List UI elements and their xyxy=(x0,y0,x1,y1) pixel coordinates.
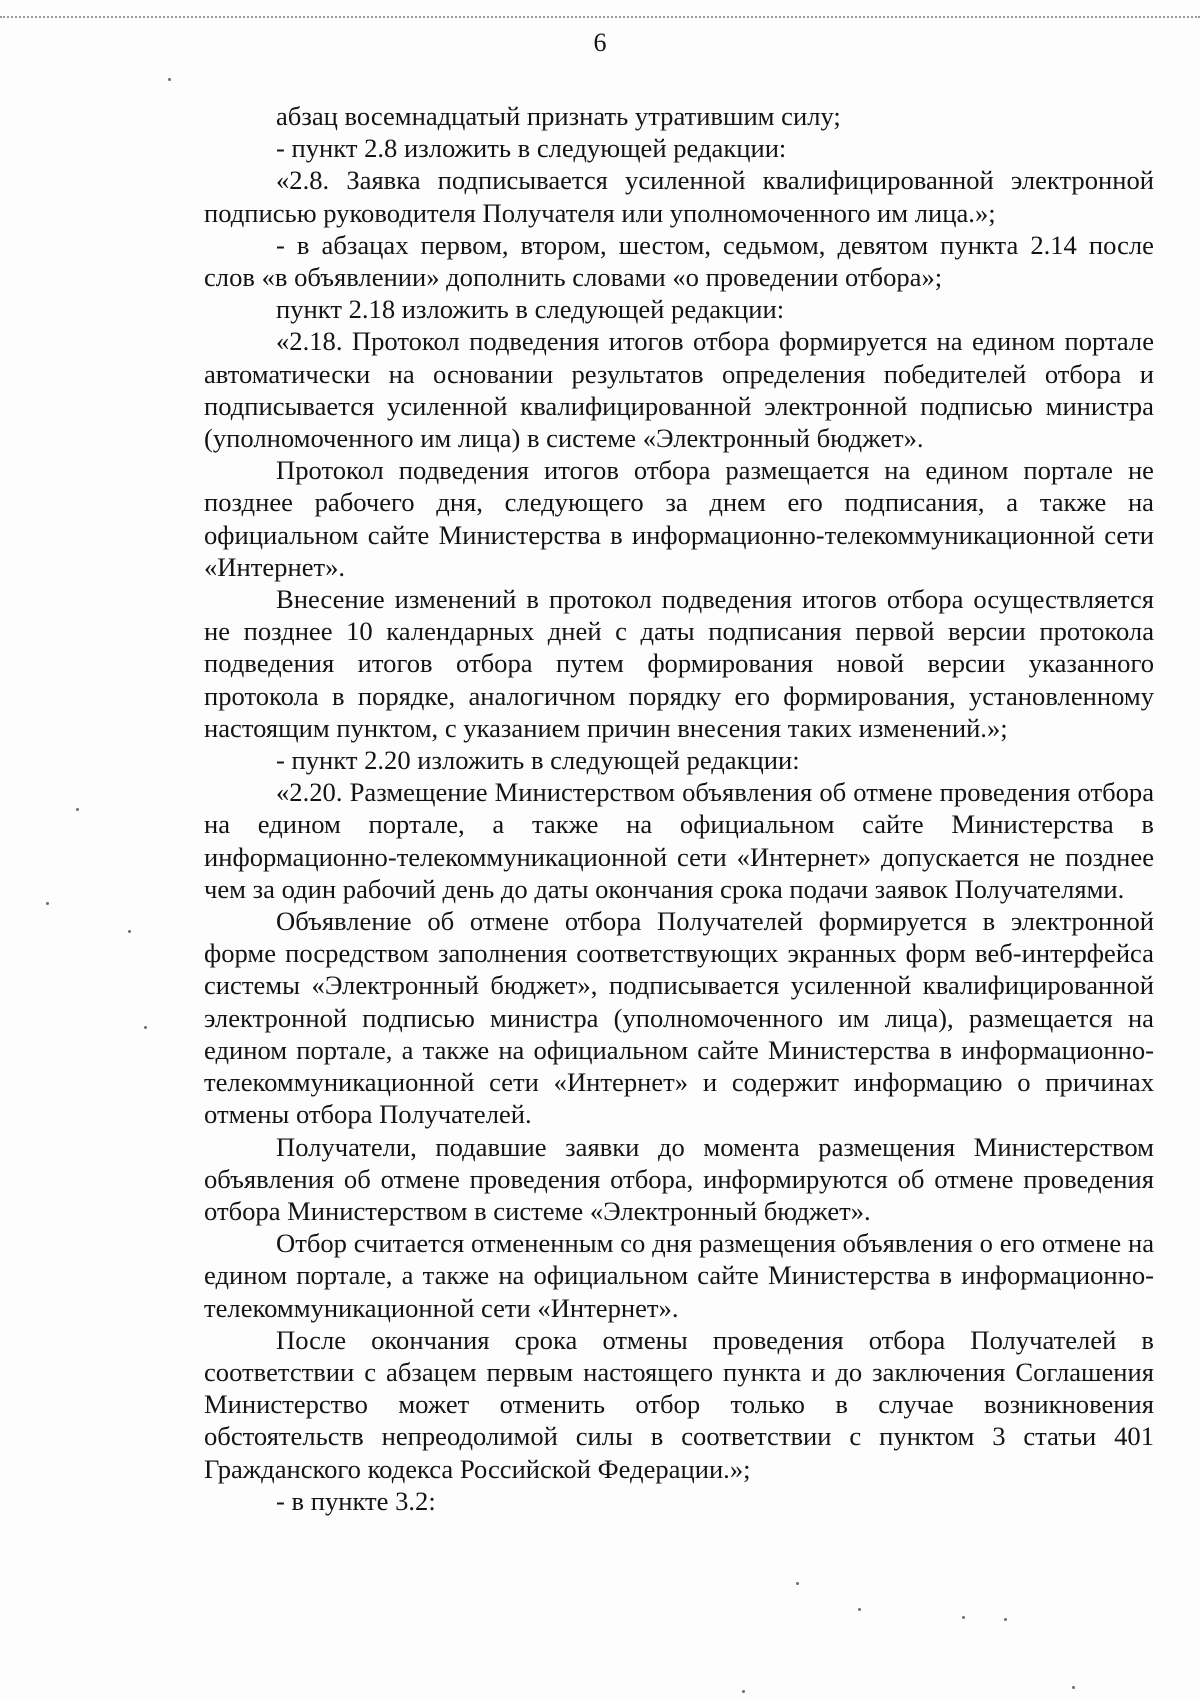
paragraph-4: - в абзацах первом, втором, шестом, седьмом, девятом пункта 2.14 после слов «в объявлении» дополнить словами «о проведении отбора»; xyxy=(204,229,1154,293)
scan-speck xyxy=(742,1690,745,1693)
scan-speck xyxy=(76,808,79,811)
page-number: 6 xyxy=(593,28,607,57)
paragraph-11: Объявление об отмене отбора Получателей формируется в электронной форме посредством заполнения соответствующих экранных форм веб-интерфейса системы «Электронный бюджет», подписывается усиленной квалифицированной электронной подписью министра (уполномоченного им лица), размещается на едином портале, а также на официальном сайте Министерства в информационно-телекоммуникационной сети «Интернет» и содержит информацию о причинах отмены отбора Получателей. xyxy=(204,906,1154,1130)
scan-speck xyxy=(168,78,171,81)
paragraph-9: - пункт 2.20 изложить в следующей редакции: xyxy=(276,745,800,776)
paragraph-2: - пункт 2.8 изложить в следующей редакции: xyxy=(276,133,787,164)
paragraph-14: После окончания срока отмены проведения отбора Получателей в соответствии с абзацем первым настоящего пункта и до заключения Соглашения Министерство может отменить отбор только в случае возникновения обстоятельств непреодолимой силы в соответствии с пунктом 3 статьи 401 Гражданского кодекса Российской Федерации.»; xyxy=(204,1324,1154,1484)
scan-speck xyxy=(1004,1618,1007,1621)
scan-speck xyxy=(962,1616,965,1619)
scan-speck xyxy=(144,1026,147,1029)
paragraph-15: - в пункте 3.2: xyxy=(276,1485,436,1516)
paragraph-8: Внесение изменений в протокол подведения итогов отбора осуществляется не позднее 10 календарных дней с даты подписания первой версии протокола подведения итогов отбора путем формирования новой версии указанного протокола в порядке, аналогичном порядку его формирования, установленному настоящим пунктом, с указанием причин внесения таких изменений.»; xyxy=(204,584,1154,743)
document-body xyxy=(204,100,1154,1517)
paragraph-12: Получатели, подавшие заявки до момента размещения Министерством объявления об отмене проведения отбора, информируются об отмене проведения отбора Министерством в системе «Электронный бюджет». xyxy=(204,1131,1154,1226)
paragraph-7: Протокол подведения итогов отбора размещается на едином портале не позднее рабочего дня, следующего за днем его подписания, а также на официальном сайте Министерства в информационно-телекоммуникационной сети «Интернет». xyxy=(204,455,1154,582)
scan-speck xyxy=(1072,1686,1075,1689)
paragraph-5: пункт 2.18 изложить в следующей редакции: xyxy=(276,294,785,325)
paragraph-3: «2.8. Заявка подписывается усиленной квалифицированной электронной подписью руководителя Получателя или уполномоченного им лица.»; xyxy=(204,165,1154,228)
paragraph-1: абзац восемнадцатый признать утратившим силу; xyxy=(276,101,841,131)
paragraph-6: «2.18. Протокол подведения итогов отбора формируется на едином портале автоматически на основании результатов определения победителей отбора и подписывается усиленной квалифицированной электронной подписью министра (уполномоченного им лица) в системе «Электронный бюджет». xyxy=(204,326,1154,454)
scan-speck xyxy=(128,930,131,933)
scan-speck xyxy=(858,1608,861,1611)
scan-speck xyxy=(46,902,49,905)
paragraph-10: «2.20. Размещение Министерством объявления об отмене проведения отбора на едином портале, а также на официальном сайте Министерства в информационно-телекоммуникационной сети «Интернет» допускается не позднее чем за один рабочий день до даты окончания срока подачи заявок Получателями. xyxy=(204,777,1154,904)
scan-top-edge xyxy=(0,16,1200,18)
scan-speck xyxy=(796,1582,799,1585)
paragraph-13: Отбор считается отмененным со дня размещения объявления о его отмене на едином портале, а также на официальном сайте Министерства в информационно-телекоммуникационной сети «Интернет». xyxy=(204,1228,1154,1323)
